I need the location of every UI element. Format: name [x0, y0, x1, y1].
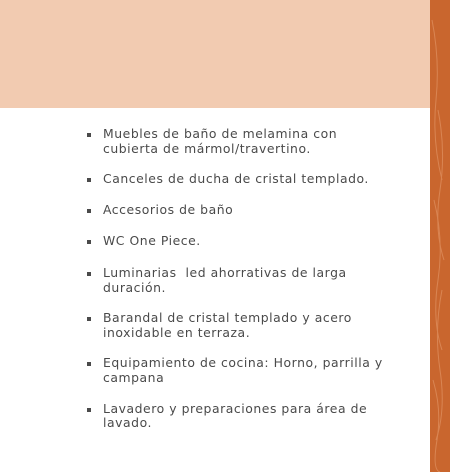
- list-item: [84, 311, 384, 340]
- header-band: [0, 0, 430, 108]
- bullet-icon: [87, 133, 91, 137]
- list-item-text: Canceles de ducha de cristal templado.: [103, 171, 369, 187]
- list-item: [84, 356, 384, 385]
- decorative-side-stripe: [430, 0, 450, 472]
- wood-grain-pattern: [430, 0, 450, 472]
- bullet-icon: [87, 317, 91, 321]
- list-item-text: Accesorios de baño: [103, 201, 234, 217]
- bullet-icon: [87, 209, 91, 213]
- list-item: [84, 203, 384, 218]
- list-item: [84, 127, 384, 156]
- features-panel: [0, 108, 430, 472]
- bullet-icon: [87, 240, 91, 244]
- list-item: [84, 172, 384, 187]
- list-item: [84, 234, 384, 249]
- list-item: [84, 402, 384, 431]
- bullet-icon: [87, 362, 91, 366]
- bullet-icon: [87, 178, 91, 182]
- features-list: [84, 127, 384, 431]
- bullet-icon: [87, 272, 91, 276]
- list-item: [84, 266, 384, 295]
- bullet-icon: [87, 408, 91, 412]
- list-item-text: Luminarias led ahorrativas de larga duración.: [103, 264, 352, 295]
- list-item-text: Equipamiento de cocina: Horno, parrilla y campana: [103, 355, 383, 385]
- list-item-text: Muebles de baño de melamina con cubierta de mármol/travertino.: [103, 126, 338, 156]
- list-item-text: Lavadero y preparaciones para área de lavado.: [103, 400, 368, 431]
- list-item-text: Barandal de cristal templado y acero inoxidable en terraza.: [103, 310, 352, 340]
- list-item-text: WC One Piece.: [103, 233, 201, 249]
